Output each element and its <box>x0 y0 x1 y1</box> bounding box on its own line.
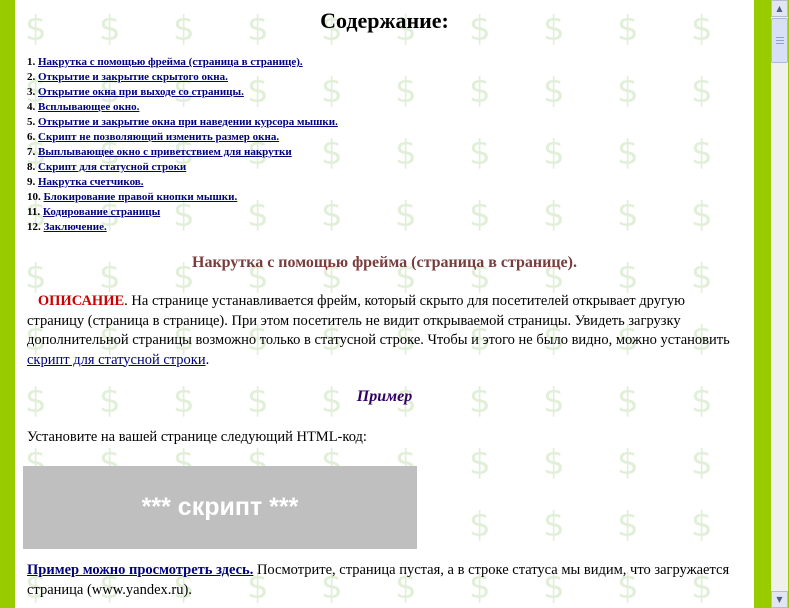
content-area <box>15 0 754 608</box>
scroll-up-button[interactable] <box>771 0 788 17</box>
section-heading: Накрутка с помощью фрейма (страница в странице). <box>192 254 577 271</box>
toc-item-link[interactable]: Выплывающее окно с приветствием для накрутки <box>38 146 292 158</box>
toc-item-link[interactable]: Всплывающее окно. <box>38 101 140 113</box>
toc-item-link[interactable]: Скрипт не позволяющий изменить размер окна. <box>38 131 280 143</box>
toc-item <box>27 190 338 205</box>
description-paragraph <box>27 292 742 370</box>
toc-item-number: 1. <box>27 56 36 68</box>
status-bar-script-link[interactable]: скрипт для статусной строки <box>27 351 206 368</box>
toc-item-number: 2. <box>27 71 36 83</box>
toc-item <box>27 130 338 145</box>
toc-item-link[interactable]: Заключение. <box>43 221 107 233</box>
toc-item <box>27 115 338 130</box>
table-of-contents <box>27 55 338 235</box>
example-text: Посмотрите, страница пустая, а в строке статуса мы видим, что загружается страница (www.yandex.ru). <box>27 562 730 598</box>
toc-item-number: 11. <box>27 206 41 218</box>
toc-item <box>27 70 338 85</box>
toc-item-link[interactable]: Открытие и закрытие скрытого окна. <box>38 71 228 83</box>
toc-item-number: 4. <box>27 101 36 113</box>
toc-item-number: 5. <box>27 116 36 128</box>
toc-item-number: 7. <box>27 146 36 158</box>
toc-item <box>27 175 338 190</box>
toc-item-link[interactable]: Накрутка счетчиков. <box>38 176 144 188</box>
arrow-up-icon: ▲ <box>776 4 783 13</box>
toc-item-link[interactable]: Блокирование правой кнопки мышки. <box>43 191 238 203</box>
toc-item-number: 10. <box>27 191 41 203</box>
toc-item <box>27 55 338 70</box>
install-instruction: Установите на вашей странице следующий HTML-код: <box>27 429 367 445</box>
toc-item <box>27 160 338 175</box>
toc-item-number: 12. <box>27 221 41 233</box>
script-placeholder-box: *** скрипт *** <box>23 466 417 549</box>
description-text: . На странице устанавливается фрейм, который скрыто для посетителей открывает другую страницу (страница в странице). При этом посетитель не видит открываемой страницы. Увидеть загрузку дополнительной страницы возможно только в статусной строке. Чтобы и этого не было видно, можно установить <box>27 293 730 348</box>
toc-item <box>27 145 338 160</box>
example-heading: Пример <box>356 388 413 405</box>
vertical-scrollbar[interactable] <box>771 0 788 608</box>
toc-item-number: 9. <box>27 176 36 188</box>
toc-item-link[interactable]: Открытие окна при выходе со страницы. <box>38 86 244 98</box>
toc-item <box>27 205 338 220</box>
toc-item-number: 3. <box>27 86 36 98</box>
arrow-down-icon: ▼ <box>776 595 783 604</box>
toc-item <box>27 220 338 235</box>
toc-item-number: 6. <box>27 131 36 143</box>
description-end: . <box>205 351 210 368</box>
toc-item-number: 8. <box>27 161 36 173</box>
toc-item-link[interactable]: Накрутка с помощью фрейма (страница в странице). <box>38 56 303 68</box>
scrollbar-thumb[interactable] <box>771 18 788 63</box>
example-paragraph <box>27 561 742 600</box>
toc-item-link[interactable]: Открытие и закрытие окна при наведении курсора мышки. <box>38 116 338 128</box>
toc-item <box>27 85 338 100</box>
toc-item-link[interactable]: Скрипт для статусной строки <box>38 161 187 173</box>
toc-item <box>27 100 338 115</box>
page-title: Содержание: <box>320 8 449 33</box>
view-example-link[interactable]: Пример можно просмотреть здесь. <box>27 562 254 578</box>
toc-item-link[interactable]: Кодирование страницы <box>42 206 161 218</box>
scroll-down-button[interactable] <box>771 591 788 608</box>
description-label: ОПИСАНИЕ <box>37 293 125 309</box>
